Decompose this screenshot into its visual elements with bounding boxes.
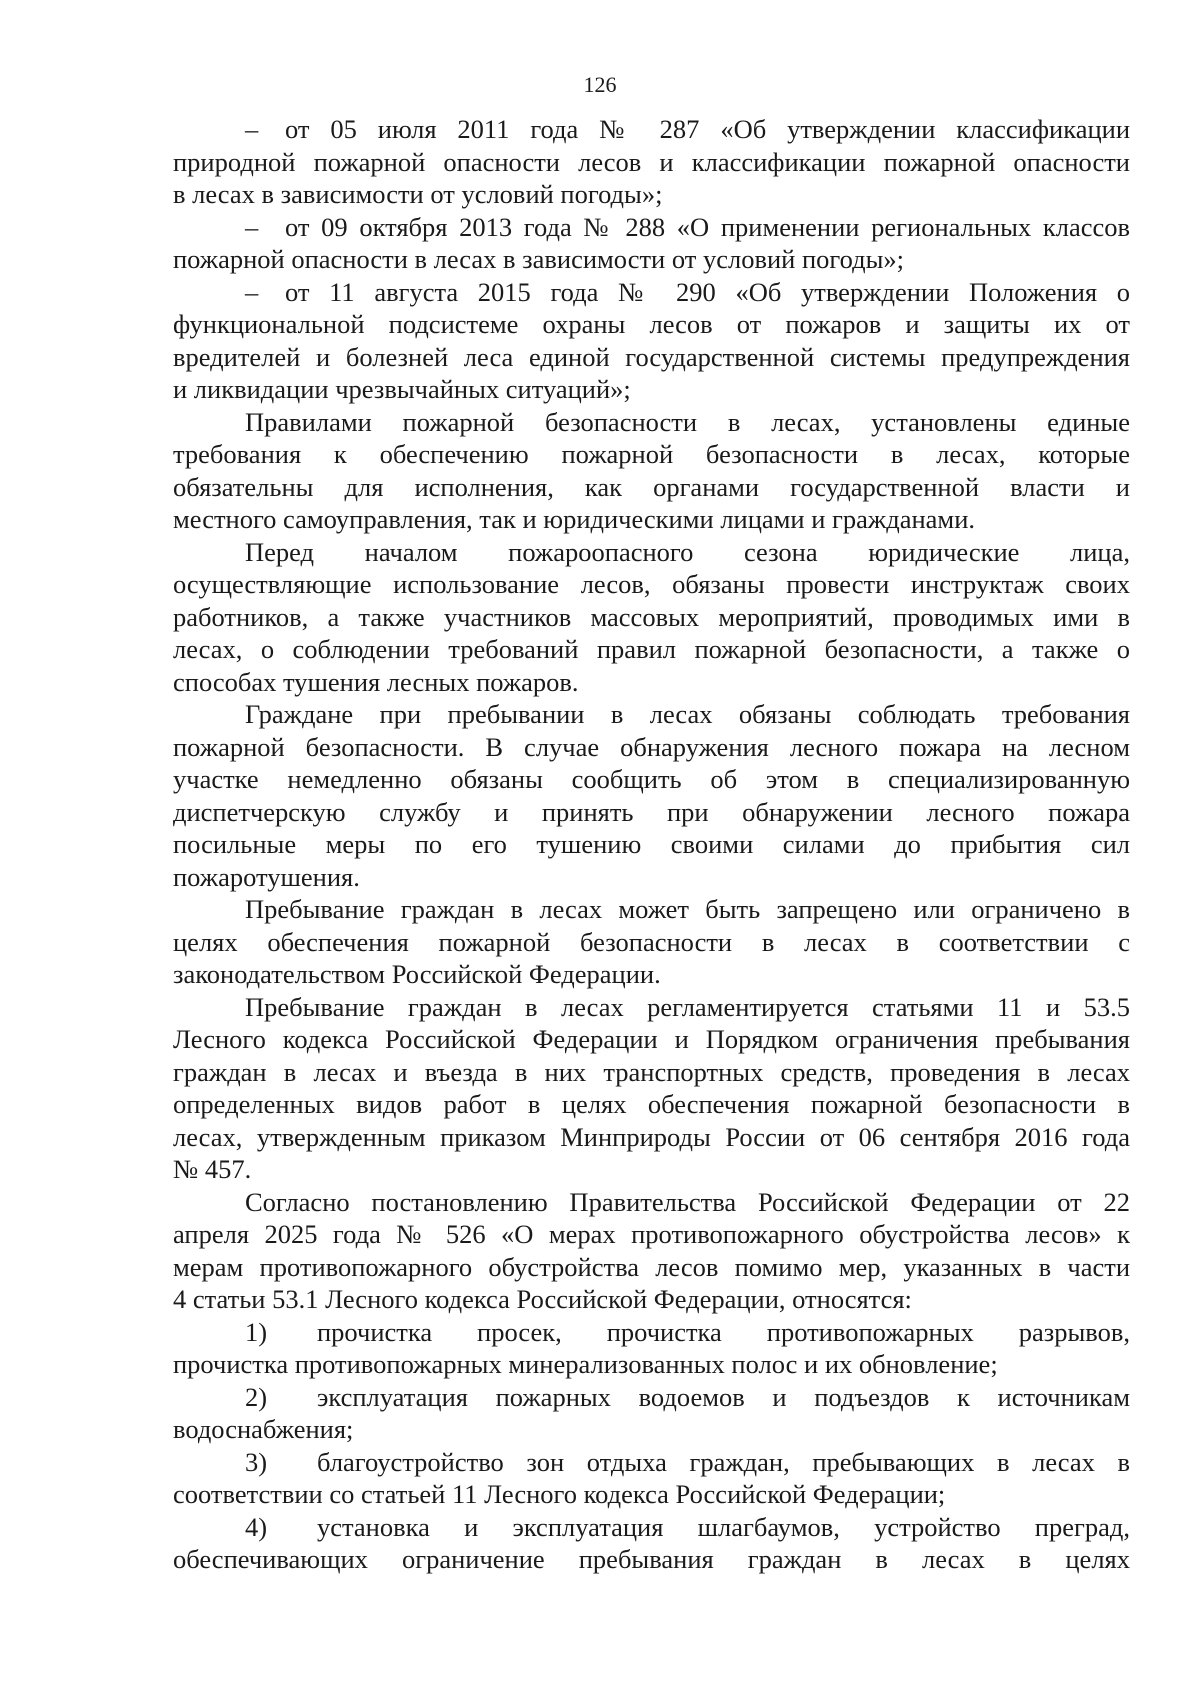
list-number: 2): [245, 1381, 268, 1412]
line-text: пожарной безопасности. В случае обнаружения лесного пожара на лесном: [173, 731, 1130, 762]
text-line: [173, 276, 1130, 309]
line-text: прочистка просек, прочистка противопожарных разрывов,: [317, 1316, 1130, 1347]
text-line: [173, 1218, 1130, 1251]
line-text: благоустройство зон отдыха граждан, пребывающих в лесах в: [317, 1446, 1130, 1477]
text-line: [173, 341, 1130, 374]
text-line: [173, 893, 1130, 926]
list-dash: –: [245, 114, 259, 144]
line-text: осуществляющие использование лесов, обязаны провести инструктаж своих: [173, 569, 1130, 599]
line-text: пожаротушения.: [173, 861, 360, 892]
text-line: [173, 1251, 1130, 1284]
text-line: [173, 1088, 1130, 1121]
text-line: [173, 958, 1130, 991]
line-text: целях обеспечения пожарной безопасности в лесах в соответствии с: [173, 926, 1130, 957]
line-text: Пребывание граждан в лесах регламентируется статьями 11 и 53.5: [245, 991, 1130, 1022]
text-line: [173, 666, 1130, 699]
text-line: [173, 1543, 1130, 1576]
line-text: требования к обеспечению пожарной безопасности в лесах, которые: [173, 439, 1130, 469]
line-text: № 457.: [173, 1154, 252, 1184]
line-text: в лесах в зависимости от условий погоды»;: [173, 179, 663, 209]
text-line: [173, 373, 1130, 406]
text-line: [173, 113, 1130, 146]
text-line: [173, 828, 1130, 861]
text-line: [173, 731, 1130, 764]
line-text: определенных видов работ в целях обеспечения пожарной безопасности в: [173, 1089, 1130, 1119]
line-text: установка и эксплуатация шлагбаумов, устройство преград,: [317, 1511, 1130, 1542]
line-text: обязательны для исполнения, как органами государственной власти и: [173, 471, 1130, 502]
text-line: [173, 991, 1130, 1024]
line-text: природной пожарной опасности лесов и классификации пожарной опасности: [173, 146, 1130, 177]
text-line: [173, 763, 1130, 796]
text-line: [173, 406, 1130, 439]
text-line: [173, 1478, 1130, 1511]
text-line: [173, 1186, 1130, 1219]
text-line: [173, 438, 1130, 471]
line-text: водоснабжения;: [173, 1414, 354, 1444]
text-line: [173, 633, 1130, 666]
line-text: 4 статьи 53.1 Лесного кодекса Российской Федерации, относятся:: [173, 1284, 912, 1314]
line-text: Перед началом пожароопасного сезона юридические лица,: [245, 536, 1130, 567]
line-text: вредителей и болезней леса единой государственной системы предупреждения: [173, 341, 1130, 372]
document-body: [173, 113, 1130, 1576]
line-text: апреля 2025 года № 526 «О мерах противопожарного обустройства лесов» к: [173, 1219, 1130, 1249]
text-line: [173, 211, 1130, 244]
line-text: прочистка противопожарных минерализованных полос и их обновление;: [173, 1349, 998, 1379]
text-line: [173, 861, 1130, 894]
list-number: 1): [245, 1316, 268, 1347]
text-line: [173, 243, 1130, 276]
list-dash: –: [245, 276, 259, 307]
text-line: [173, 1121, 1130, 1154]
text-line: [173, 1381, 1130, 1414]
text-line: [173, 1413, 1130, 1446]
line-text: лесах, утвержденным приказом Минприроды России от 06 сентября 2016 года: [173, 1121, 1130, 1152]
text-line: [173, 1283, 1130, 1316]
text-line: [173, 1056, 1130, 1089]
text-line: [173, 926, 1130, 959]
text-line: [173, 1446, 1130, 1479]
line-text: функциональной подсистеме охраны лесов от пожаров и защиты их от: [173, 309, 1130, 339]
line-text: граждан в лесах и въезда в них транспортных средств, проведения в лесах: [173, 1056, 1130, 1087]
line-text: Правилами пожарной безопасности в лесах, установлены единые: [245, 406, 1130, 437]
page-number: 126: [583, 72, 617, 97]
text-line: [173, 1316, 1130, 1349]
text-line: [173, 568, 1130, 601]
line-text: эксплуатация пожарных водоемов и подъездов к источникам: [317, 1381, 1130, 1412]
line-text: мерам противопожарного обустройства лесов помимо мер, указанных в части: [173, 1251, 1130, 1282]
line-text: диспетчерскую службу и принять при обнаружении лесного пожара: [173, 796, 1130, 827]
text-line: [173, 536, 1130, 569]
text-line: [173, 698, 1130, 731]
text-line: [173, 601, 1130, 634]
line-text: участке немедленно обязаны сообщить об этом в специализированную: [173, 764, 1130, 794]
list-dash: –: [245, 211, 259, 242]
text-line: [173, 503, 1130, 536]
line-text: способах тушения лесных пожаров.: [173, 666, 579, 697]
line-text: посильные меры по его тушению своими силами до прибытия сил: [173, 829, 1130, 859]
line-text: соответствии со статьей 11 Лесного кодекса Российской Федерации;: [173, 1479, 946, 1509]
line-text: Пребывание граждан в лесах может быть запрещено или ограничено в: [245, 894, 1130, 924]
line-text: от 11 августа 2015 года № 290 «Об утверждении Положения о: [285, 276, 1130, 307]
line-text: от 05 июля 2011 года № 287 «Об утверждении классификации: [285, 114, 1130, 144]
text-line: [173, 1511, 1130, 1544]
list-number: 3): [245, 1446, 268, 1477]
line-text: и ликвидации чрезвычайных ситуаций»;: [173, 374, 631, 404]
text-line: [173, 796, 1130, 829]
text-line: [173, 1023, 1130, 1056]
line-text: работников, а также участников массовых мероприятий, проводимых ими в: [173, 601, 1130, 632]
line-text: Согласно постановлению Правительства Российской Федерации от 22: [245, 1186, 1130, 1217]
text-line: [173, 146, 1130, 179]
line-text: Граждане при пребывании в лесах обязаны соблюдать требования: [245, 699, 1130, 729]
text-line: [173, 308, 1130, 341]
line-text: обеспечивающих ограничение пребывания граждан в лесах в целях: [173, 1544, 1130, 1574]
line-text: пожарной опасности в лесах в зависимости от условий погоды»;: [173, 244, 904, 274]
text-line: [173, 1153, 1130, 1186]
line-text: от 09 октября 2013 года № 288 «О применении региональных классов: [285, 211, 1130, 242]
list-number: 4): [245, 1511, 268, 1542]
line-text: законодательством Российской Федерации.: [173, 959, 661, 989]
text-line: [173, 471, 1130, 504]
line-text: местного самоуправления, так и юридическими лицами и гражданами.: [173, 504, 976, 534]
text-line: [173, 178, 1130, 211]
line-text: лесах, о соблюдении требований правил пожарной безопасности, а также о: [173, 634, 1130, 664]
line-text: Лесного кодекса Российской Федерации и Порядком ограничения пребывания: [173, 1024, 1130, 1054]
text-line: [173, 1348, 1130, 1381]
